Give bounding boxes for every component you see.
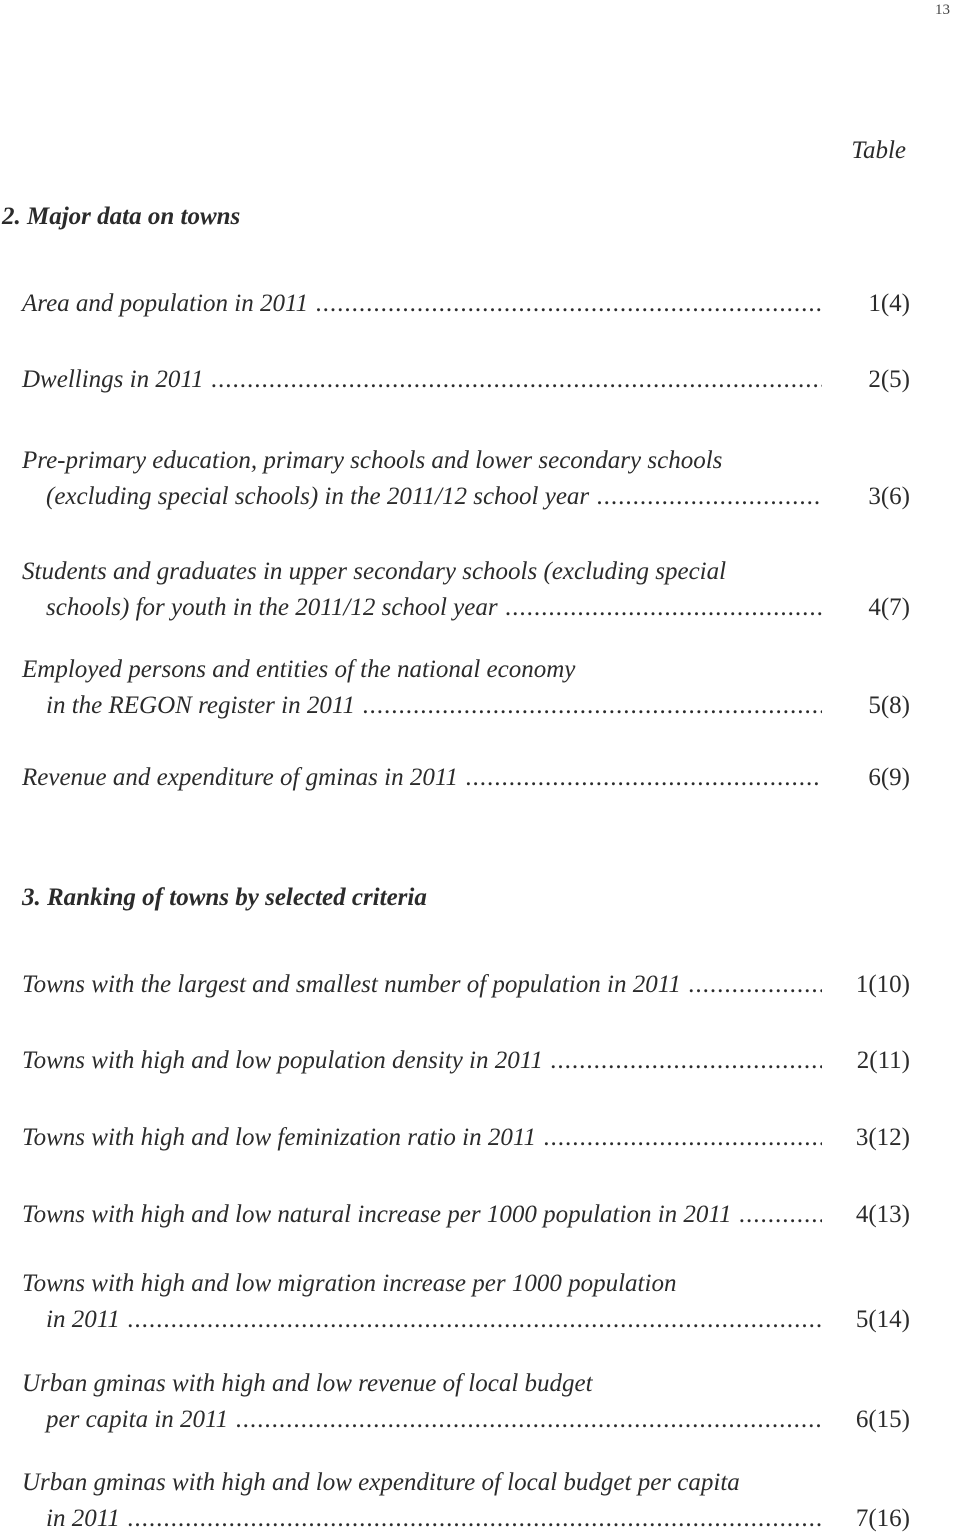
toc-entry	[0, 760, 960, 796]
toc-entry-ref: 5(8)	[868, 692, 910, 719]
toc-entry-ref: 1(10)	[855, 971, 910, 998]
toc-entry-ref: 4(13)	[855, 1201, 910, 1228]
toc-entry-title: Towns with high and low natural increase per 1000 population in 2011 .....	[22, 1201, 822, 1228]
toc-entry-ref: 3(12)	[855, 1124, 910, 1151]
toc-entry-title: Towns with high and low population density in 2011 .....	[22, 1047, 822, 1074]
toc-entry-ref: 1(4)	[868, 290, 910, 317]
toc-entry-title: Towns with high and low migration increase per 1000 population	[22, 1270, 677, 1297]
page-number: 13	[935, 2, 950, 18]
toc-entry-title: Employed persons and entities of the national economy	[22, 656, 576, 683]
toc-entry-ref: 2(5)	[868, 366, 910, 393]
toc-entry	[0, 1197, 960, 1233]
toc-entry	[0, 1120, 960, 1156]
toc-entry	[0, 554, 960, 626]
toc-entry-ref: 3(6)	[868, 483, 910, 510]
table-label: Table	[851, 137, 906, 164]
toc-entry-ref: 4(7)	[868, 594, 910, 621]
toc-entry	[0, 286, 960, 322]
toc-entry	[0, 1266, 960, 1338]
toc-entry-title-cont: schools) for youth in the 2011/12 school year .....	[46, 594, 822, 621]
toc-entry-ref: 7(16)	[855, 1505, 910, 1532]
toc-entry	[0, 967, 960, 1003]
toc-entry-title: Pre-primary education, primary schools and lower secondary schools	[22, 447, 723, 474]
toc-entry-ref: 6(15)	[855, 1406, 910, 1433]
section-heading-ranking: 3. Ranking of towns by selected criteria	[22, 884, 427, 911]
toc-entry-title-cont: in 2011 .....	[46, 1505, 822, 1532]
toc-entry-title: Towns with high and low feminization ratio in 2011 .....	[22, 1124, 822, 1151]
toc-entry-title: Urban gminas with high and low expenditure of local budget per capita	[22, 1469, 740, 1496]
toc-entry-title: Towns with the largest and smallest number of population in 2011 .....	[22, 971, 822, 998]
toc-entry-title: Dwellings in 2011 .....	[22, 366, 822, 393]
toc-entry	[0, 362, 960, 398]
toc-entry	[0, 652, 960, 724]
toc-entry	[0, 443, 960, 515]
toc-entry-title: Revenue and expenditure of gminas in 2011 .....	[22, 764, 822, 791]
toc-entry	[0, 1465, 960, 1537]
toc-entry-title-cont: (excluding special schools) in the 2011/12 school year .....	[46, 483, 822, 510]
toc-entry-title-cont: per capita in 2011 .....	[46, 1406, 822, 1433]
toc-entry-title: Area and population in 2011 .....	[22, 290, 822, 317]
toc-entry-title-cont: in the REGON register in 2011 .....	[46, 692, 822, 719]
toc-entry-title: Students and graduates in upper secondary schools (excluding special	[22, 558, 727, 585]
section-heading-major-data: 2. Major data on towns	[2, 203, 241, 230]
toc-entry	[0, 1043, 960, 1079]
toc-entry-ref: 5(14)	[855, 1306, 910, 1333]
toc-entry-title: Urban gminas with high and low revenue of local budget	[22, 1370, 593, 1397]
toc-entry-ref: 6(9)	[868, 764, 910, 791]
toc-entry-title-cont: in 2011 .....	[46, 1306, 822, 1333]
toc-entry	[0, 1366, 960, 1438]
toc-entry-ref: 2(11)	[856, 1047, 910, 1074]
